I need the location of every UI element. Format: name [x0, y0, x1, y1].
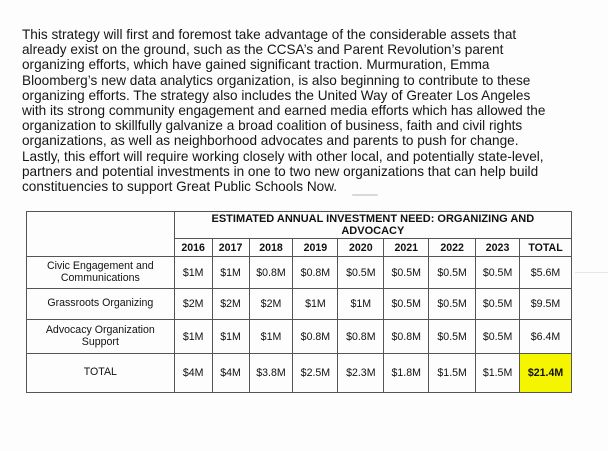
row-total-cell: $6.4M	[520, 320, 572, 354]
table-title-line: ADVOCACY	[341, 225, 405, 237]
table-cell: $0.8M	[249, 257, 293, 289]
total-row	[27, 354, 572, 393]
table-cell: $1M	[293, 289, 338, 320]
table-title-line: ESTIMATED ANNUAL INVESTMENT NEED: ORGANIZING AND	[211, 213, 535, 225]
paragraph-line: partners and potential investments in one to two new organizations that can help build	[22, 163, 539, 179]
row-label	[27, 257, 175, 289]
investment-table	[26, 211, 572, 393]
table-cell: $0.5M	[338, 257, 384, 289]
strategy-paragraph	[22, 27, 597, 194]
table-cell: $3.8M	[249, 354, 293, 393]
table-cell: $2M	[174, 289, 212, 320]
row-label-line: Communications	[60, 271, 140, 284]
table-cell: $0.8M	[293, 257, 338, 289]
table-corner-cell	[27, 212, 175, 239]
table-cell: $1.8M	[384, 354, 429, 393]
table-cell: $2.5M	[293, 354, 338, 393]
paragraph-line: organizations, as well as neighborhood advocates and parents to push for change.	[22, 133, 519, 149]
table-cell: $4M	[174, 354, 212, 393]
year-header: 2019	[293, 239, 338, 257]
table-cell: $0.5M	[476, 289, 520, 320]
year-header: 2018	[249, 239, 293, 257]
row-label	[27, 320, 175, 354]
table-cell: $0.5M	[429, 320, 476, 354]
scan-smudge	[352, 194, 378, 196]
paragraph-line: already exist on the ground, such as the CCSA’s and Parent Revolution’s parent	[22, 42, 504, 58]
paragraph-line: This strategy will first and foremost take advantage of the considerable assets that	[22, 27, 517, 42]
table-cell: $2M	[212, 289, 249, 320]
row-total-cell: $5.6M	[520, 257, 572, 289]
table-cell: $0.5M	[429, 289, 476, 320]
table-cell: $1M	[212, 320, 249, 354]
table-cell: $1M	[174, 257, 212, 289]
table-cell: $0.8M	[338, 320, 384, 354]
paragraph-line: organization to skillfully galvanize a broad coalition of business, faith and civil rights	[22, 118, 523, 134]
table-corner-cell	[27, 239, 175, 257]
table-cell: $0.5M	[384, 289, 429, 320]
year-header: 2017	[212, 239, 249, 257]
paragraph-line: Lastly, this effort will require working closely with other local, and potentially state-level,	[22, 148, 544, 164]
table-row	[27, 257, 572, 289]
year-header: 2023	[476, 239, 520, 257]
total-header: TOTAL	[520, 239, 572, 257]
table-cell: $1M	[212, 257, 249, 289]
grand-total-cell: $21.4M	[520, 354, 572, 393]
table-cell: $0.8M	[293, 320, 338, 354]
table-cell: $0.5M	[476, 320, 520, 354]
row-label-line: Support	[81, 335, 119, 348]
table-cell: $1M	[338, 289, 384, 320]
row-label-line: Civic Engagement and	[47, 260, 154, 272]
year-header: 2022	[429, 239, 476, 257]
table-cell: $4M	[212, 354, 249, 393]
row-total-cell: $9.5M	[520, 289, 572, 320]
table-cell: $1.5M	[476, 354, 520, 393]
table-cell: $2M	[249, 289, 293, 320]
table-cell: $0.5M	[476, 257, 520, 289]
year-header: 2021	[384, 239, 429, 257]
table-row	[27, 320, 572, 354]
year-header: 2020	[338, 239, 384, 257]
table-cell: $1M	[249, 320, 293, 354]
scan-line	[575, 272, 608, 273]
year-header: 2016	[174, 239, 212, 257]
table-cell: $2.3M	[338, 354, 384, 393]
paragraph-line: constituencies to support Great Public Schools Now.	[22, 179, 338, 195]
table-row	[27, 289, 572, 320]
row-label	[27, 289, 175, 320]
paragraph-line: organizing efforts, which have gained significant traction. Murmuration, Emma	[22, 57, 490, 73]
table-cell: $0.5M	[429, 257, 476, 289]
paragraph-line: with its strong community engagement and earned media efforts which has allowed the	[22, 103, 546, 119]
table-cell: $0.8M	[384, 320, 429, 354]
table-cell: $1.5M	[429, 354, 476, 393]
paragraph-line: organizing efforts. The strategy also includes the United Way of Greater Los Angeles	[22, 87, 531, 103]
table-cell: $0.5M	[384, 257, 429, 289]
row-label-line: Advocacy Organization	[45, 324, 155, 336]
table-title	[174, 212, 571, 239]
row-label-line: Grassroots Organizing	[47, 297, 154, 310]
total-row-label: TOTAL	[27, 354, 175, 393]
table-cell: $1M	[174, 320, 212, 354]
year-header-row	[27, 239, 572, 257]
paragraph-line: Bloomberg’s new data analytics organization, is also beginning to contribute to these	[22, 72, 531, 88]
